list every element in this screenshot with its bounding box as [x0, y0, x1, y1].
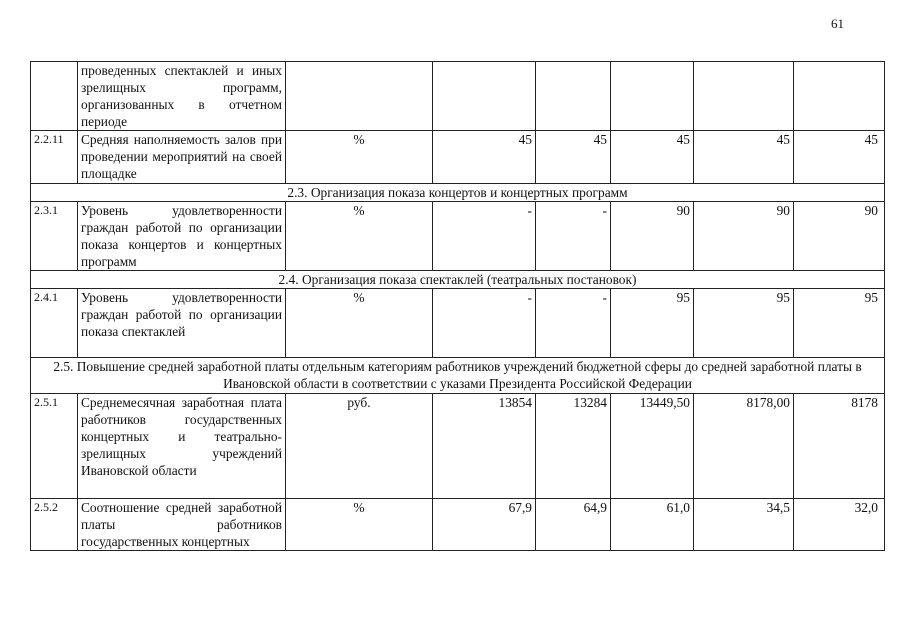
indicators-table	[30, 61, 885, 551]
table-row	[31, 499, 885, 551]
value-cell: 45	[536, 131, 611, 184]
value-cell	[536, 62, 611, 131]
indicator-name: проведенных спектаклей и иных зрелищных программ, организованных в отчетном периоде	[78, 62, 286, 131]
indicator-name: Среднемесячная заработная плата работников государственных концертных и театрально-зрелищных учреждений Ивановской области	[78, 394, 286, 499]
value-cell: 45	[794, 131, 885, 184]
indicator-name: Средняя наполняемость залов при проведении мероприятий на своей площадке	[78, 131, 286, 184]
table-row	[31, 131, 885, 184]
value-cell: -	[536, 202, 611, 271]
value-cell: -	[433, 289, 536, 358]
value-cell: 45	[611, 131, 694, 184]
value-cell: 95	[794, 289, 885, 358]
value-cell	[694, 62, 794, 131]
value-cell: 64,9	[536, 499, 611, 551]
value-cell: 90	[794, 202, 885, 271]
section-title: 2.5. Повышение средней заработной платы отдельным категориям работников учреждений бюджетной сферы до средней заработной платы в Ивановской области в соответствии с указами Президента Российской Федерации	[31, 358, 885, 394]
value-cell: 67,9	[433, 499, 536, 551]
value-cell: 90	[694, 202, 794, 271]
section-title: 2.3. Организация показа концертов и концертных программ	[31, 184, 885, 202]
table-row	[31, 289, 885, 358]
unit-cell: %	[286, 289, 433, 358]
value-cell: 8178	[794, 394, 885, 499]
value-cell: 34,5	[694, 499, 794, 551]
unit-cell	[286, 62, 433, 131]
value-cell: 95	[694, 289, 794, 358]
section-title: 2.4. Организация показа спектаклей (театральных постановок)	[31, 271, 885, 289]
unit-cell: %	[286, 499, 433, 551]
value-cell: 61,0	[611, 499, 694, 551]
section-row	[31, 358, 885, 394]
value-cell: 95	[611, 289, 694, 358]
table-row	[31, 202, 885, 271]
indicator-name: Соотношение средней заработной платы работников государственных концертных	[78, 499, 286, 551]
value-cell: 45	[694, 131, 794, 184]
value-cell: 13284	[536, 394, 611, 499]
value-cell	[794, 62, 885, 131]
row-number: 2.4.1	[31, 289, 78, 358]
value-cell	[611, 62, 694, 131]
section-row	[31, 271, 885, 289]
row-number	[31, 62, 78, 131]
row-number: 2.3.1	[31, 202, 78, 271]
table-row	[31, 394, 885, 499]
value-cell: 13854	[433, 394, 536, 499]
indicator-name: Уровень удовлетворенности граждан работой по организации показа спектаклей	[78, 289, 286, 358]
unit-cell: руб.	[286, 394, 433, 499]
page-number: 61	[831, 16, 844, 31]
row-number: 2.2.11	[31, 131, 78, 184]
section-row	[31, 184, 885, 202]
value-cell	[433, 62, 536, 131]
value-cell: 13449,50	[611, 394, 694, 499]
row-number: 2.5.1	[31, 394, 78, 499]
unit-cell: %	[286, 131, 433, 184]
table-row	[31, 62, 885, 131]
value-cell: 45	[433, 131, 536, 184]
value-cell: 90	[611, 202, 694, 271]
value-cell: 32,0	[794, 499, 885, 551]
value-cell: 8178,00	[694, 394, 794, 499]
row-number: 2.5.2	[31, 499, 78, 551]
unit-cell: %	[286, 202, 433, 271]
value-cell: -	[536, 289, 611, 358]
value-cell: -	[433, 202, 536, 271]
indicator-name: Уровень удовлетворенности граждан работой по организации показа концертов и концертных программ	[78, 202, 286, 271]
